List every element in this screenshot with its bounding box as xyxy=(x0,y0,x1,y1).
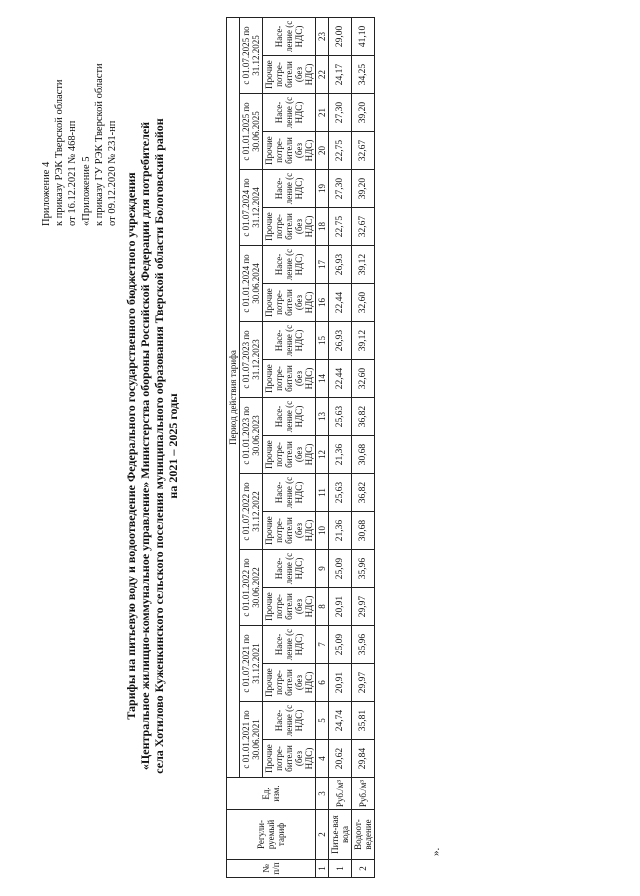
column-number: 19 xyxy=(316,170,329,208)
title-line: Тарифы на питьевую воду и водоотведение Федерального государственного бюджетного учреждения xyxy=(124,172,138,720)
subheader-other-consumers: Прочие потре-бители (без НДС) xyxy=(263,284,316,322)
row-unit: Руб./м³ xyxy=(352,778,375,810)
subheader-population: Насе-ление (с НДС) xyxy=(263,170,316,208)
appendix-header-line: от 16.12.2021 № 468-нп xyxy=(67,120,78,226)
tariff-value: 25,09 xyxy=(329,550,352,588)
title-line: на 2021 – 2025 годы xyxy=(166,393,180,499)
tariff-value: 39,20 xyxy=(352,170,375,208)
col-header-no: № п/п xyxy=(227,860,316,878)
period-header: с 01.07.2022 по 31.12.2022 xyxy=(240,474,263,550)
appendix-header-line: «Приложение 5 xyxy=(81,156,92,226)
tariff-value: 22,44 xyxy=(329,360,352,398)
period-header: с 01.01.2023 по 30.06.2023 xyxy=(240,398,263,474)
tariff-value: 25,09 xyxy=(329,626,352,664)
row-number: 2 xyxy=(352,860,375,878)
title-line: «Центральное жилищно-коммунальное управление» Министерства обороны Российской Федерации для потребителей xyxy=(138,121,152,771)
column-number: 3 xyxy=(316,778,329,810)
appendix-header-line: к приказу ГУ РЭК Тверской области xyxy=(94,63,105,226)
title-line: села Хотилово Куженкинского сельского поселения муниципального образования Тверской области Бологовский район xyxy=(152,118,166,774)
column-number: 9 xyxy=(316,550,329,588)
appendix-header-5 xyxy=(80,6,119,226)
subheader-population: Насе-ление (с НДС) xyxy=(263,17,316,55)
period-header: с 01.07.2024 по 31.12.2024 xyxy=(240,170,263,246)
column-number: 15 xyxy=(316,322,329,360)
column-number: 1 xyxy=(316,860,329,878)
subheader-other-consumers: Прочие потре-бители (без НДС) xyxy=(263,740,316,778)
tariff-value: 35,96 xyxy=(352,626,375,664)
tariff-value: 27,30 xyxy=(329,94,352,132)
tariff-value: 32,67 xyxy=(352,208,375,246)
tariff-value: 34,25 xyxy=(352,56,375,94)
column-number: 17 xyxy=(316,246,329,284)
column-number: 23 xyxy=(316,17,329,55)
header-row-main xyxy=(227,17,240,877)
column-number: 20 xyxy=(316,132,329,170)
column-number: 13 xyxy=(316,398,329,436)
tariff-value: 24,17 xyxy=(329,56,352,94)
subheader-other-consumers: Прочие потре-бители (без НДС) xyxy=(263,208,316,246)
table-row xyxy=(329,17,352,877)
subheader-other-consumers: Прочие потре-бители (без НДС) xyxy=(263,512,316,550)
row-number: 1 xyxy=(329,860,352,878)
column-number: 22 xyxy=(316,56,329,94)
column-number: 7 xyxy=(316,626,329,664)
subheader-population: Насе-ление (с НДС) xyxy=(263,322,316,360)
period-header: с 01.07.2021 по 31.12.2021 xyxy=(240,626,263,702)
tariff-value: 22,44 xyxy=(329,284,352,322)
tariff-value: 29,00 xyxy=(329,17,352,55)
subheader-population: Насе-ление (с НДС) xyxy=(263,246,316,284)
appendix-header-4 xyxy=(40,6,79,226)
tariff-value: 35,81 xyxy=(352,702,375,740)
header-row-periods xyxy=(240,17,263,877)
column-number-row xyxy=(316,17,329,877)
col-header-period: Период действия тарифа xyxy=(227,17,240,777)
period-header: с 01.07.2025 по 31.12.2025 xyxy=(240,17,263,93)
tariff-table-wrap xyxy=(226,18,375,878)
tariff-value: 36,82 xyxy=(352,398,375,436)
header-row-subcolumns xyxy=(263,17,316,877)
tariff-value: 21,36 xyxy=(329,436,352,474)
subheader-population: Насе-ление (с НДС) xyxy=(263,550,316,588)
col-header-unit: Ед. изм. xyxy=(227,778,316,810)
tariff-value: 21,36 xyxy=(329,512,352,550)
tariff-value: 26,93 xyxy=(329,246,352,284)
column-number: 5 xyxy=(316,702,329,740)
period-header: с 01.01.2022 по 30.06.2022 xyxy=(240,550,263,626)
tariff-value: 32,67 xyxy=(352,132,375,170)
subheader-population: Насе-ление (с НДС) xyxy=(263,702,316,740)
subheader-population: Насе-ление (с НДС) xyxy=(263,474,316,512)
subheader-other-consumers: Прочие потре-бители (без НДС) xyxy=(263,132,316,170)
col-header-tariff: Регули-руемый тариф xyxy=(227,810,316,860)
column-number: 2 xyxy=(316,810,329,860)
column-number: 8 xyxy=(316,588,329,626)
tariff-table xyxy=(226,17,375,878)
appendix-header-line: к приказу РЭК Тверской области xyxy=(54,79,65,226)
subheader-other-consumers: Прочие потре-бители (без НДС) xyxy=(263,664,316,702)
tariff-value: 29,97 xyxy=(352,588,375,626)
row-tariff-name: Питье-вая вода xyxy=(329,810,352,860)
tariff-value: 39,12 xyxy=(352,322,375,360)
column-number: 12 xyxy=(316,436,329,474)
column-number: 21 xyxy=(316,94,329,132)
tariff-value: 41,10 xyxy=(352,17,375,55)
tariff-value: 35,96 xyxy=(352,550,375,588)
tariff-value: 22,75 xyxy=(329,208,352,246)
period-header: с 01.01.2025 по 30.06.2025 xyxy=(240,94,263,170)
tariff-value: 29,97 xyxy=(352,664,375,702)
row-unit: Руб./м³ xyxy=(329,778,352,810)
tariff-value: 26,93 xyxy=(329,322,352,360)
row-tariff-name: Водоот-ведение xyxy=(352,810,375,860)
appendix-header-line: от 09.12.2020 № 231-нп xyxy=(107,120,118,226)
column-number: 4 xyxy=(316,740,329,778)
tariff-value: 20,62 xyxy=(329,740,352,778)
tariff-value: 27,30 xyxy=(329,170,352,208)
table-row xyxy=(352,17,375,877)
tariff-value: 24,74 xyxy=(329,702,352,740)
subheader-other-consumers: Прочие потре-бители (без НДС) xyxy=(263,588,316,626)
tariff-value: 39,20 xyxy=(352,94,375,132)
period-header: с 01.01.2024 по 30.06.2024 xyxy=(240,246,263,322)
document-title xyxy=(124,36,180,856)
period-header: с 01.01.2021 по 30.06.2021 xyxy=(240,702,263,778)
closing-quote: ». xyxy=(430,847,442,856)
period-header: с 01.07.2023 по 31.12.2023 xyxy=(240,322,263,398)
tariff-value: 32,60 xyxy=(352,360,375,398)
tariff-value: 25,63 xyxy=(329,398,352,436)
column-number: 10 xyxy=(316,512,329,550)
tariff-value: 39,12 xyxy=(352,246,375,284)
column-number: 6 xyxy=(316,664,329,702)
tariff-value: 20,91 xyxy=(329,588,352,626)
tariff-value: 30,68 xyxy=(352,512,375,550)
subheader-other-consumers: Прочие потре-бители (без НДС) xyxy=(263,56,316,94)
tariff-value: 29,84 xyxy=(352,740,375,778)
subheader-other-consumers: Прочие потре-бители (без НДС) xyxy=(263,436,316,474)
subheader-population: Насе-ление (с НДС) xyxy=(263,398,316,436)
tariff-value: 20,91 xyxy=(329,664,352,702)
tariff-value: 32,60 xyxy=(352,284,375,322)
tariff-value: 25,63 xyxy=(329,474,352,512)
subheader-other-consumers: Прочие потре-бители (без НДС) xyxy=(263,360,316,398)
column-number: 16 xyxy=(316,284,329,322)
tariff-value: 30,68 xyxy=(352,436,375,474)
tariff-value: 22,75 xyxy=(329,132,352,170)
appendix-header-line: Приложение 4 xyxy=(41,161,52,226)
column-number: 18 xyxy=(316,208,329,246)
tariff-value: 36,82 xyxy=(352,474,375,512)
subheader-population: Насе-ление (с НДС) xyxy=(263,94,316,132)
column-number: 11 xyxy=(316,474,329,512)
subheader-population: Насе-ление (с НДС) xyxy=(263,626,316,664)
column-number: 14 xyxy=(316,360,329,398)
